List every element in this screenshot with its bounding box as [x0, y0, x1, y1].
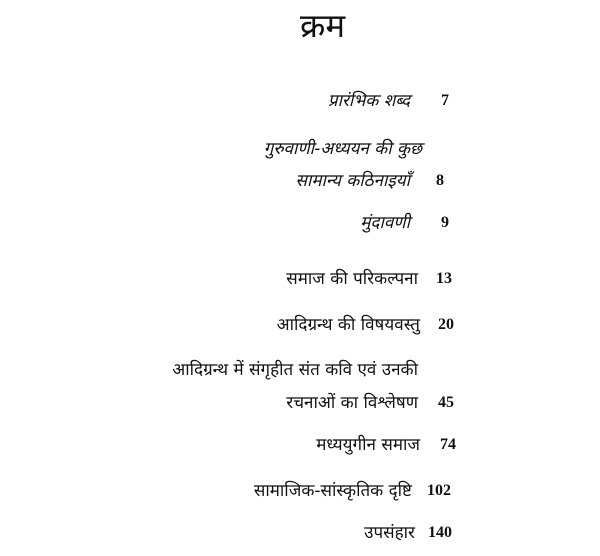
toc-entry-page: 74: [440, 436, 456, 453]
toc-entry-label-line2: रचनाओं का विश्लेषण: [286, 393, 418, 413]
toc-entry: [0, 518, 600, 548]
toc-entry-page: 9: [441, 214, 449, 231]
toc-entry-page: 140: [428, 524, 452, 541]
toc-entry: [0, 430, 600, 460]
toc-entry-continued: [0, 134, 600, 164]
toc-entry-page: 102: [427, 482, 451, 499]
page-title: क्रम: [300, 6, 346, 45]
toc-entry: [0, 388, 600, 418]
toc-entry-page: 13: [436, 270, 452, 287]
toc-entry-label-line1: गुरुवाणी-अध्ययन की कुछ: [263, 139, 422, 159]
toc-entry: [0, 310, 600, 340]
toc-entry-label: समाज की परिकल्पना: [286, 269, 418, 289]
toc-entry-page: 45: [438, 394, 454, 411]
toc-entry-label-line1: आदिग्रन्थ में संगृहीत संत कवि एवं उनकी: [172, 360, 418, 380]
toc-entry-label: आदिग्रन्थ की विषयवस्तु: [276, 315, 420, 335]
toc-entry-label: उपसंहार: [364, 523, 415, 543]
toc-entry-label: प्रारंभिक शब्द: [327, 91, 410, 111]
toc-entry-page: 7: [441, 92, 449, 109]
toc-entry-label: मुंदावणी: [360, 213, 410, 233]
toc-entry: [0, 476, 600, 506]
toc-entry-page: 8: [436, 172, 444, 189]
toc-entry-label: सामाजिक-सांस्कृतिक दृष्टि: [253, 481, 412, 501]
toc-entry-label: मध्ययुगीन समाज: [316, 435, 420, 455]
toc-entry-label-line2: सामान्य कठिनाइयाँ: [295, 171, 410, 191]
toc-entry: [0, 86, 600, 116]
toc-entry: [0, 208, 600, 238]
toc-entry-page: 20: [438, 316, 454, 333]
toc-entry: [0, 166, 600, 196]
toc-entry: [0, 264, 600, 294]
toc-entry-continued: [0, 355, 600, 385]
